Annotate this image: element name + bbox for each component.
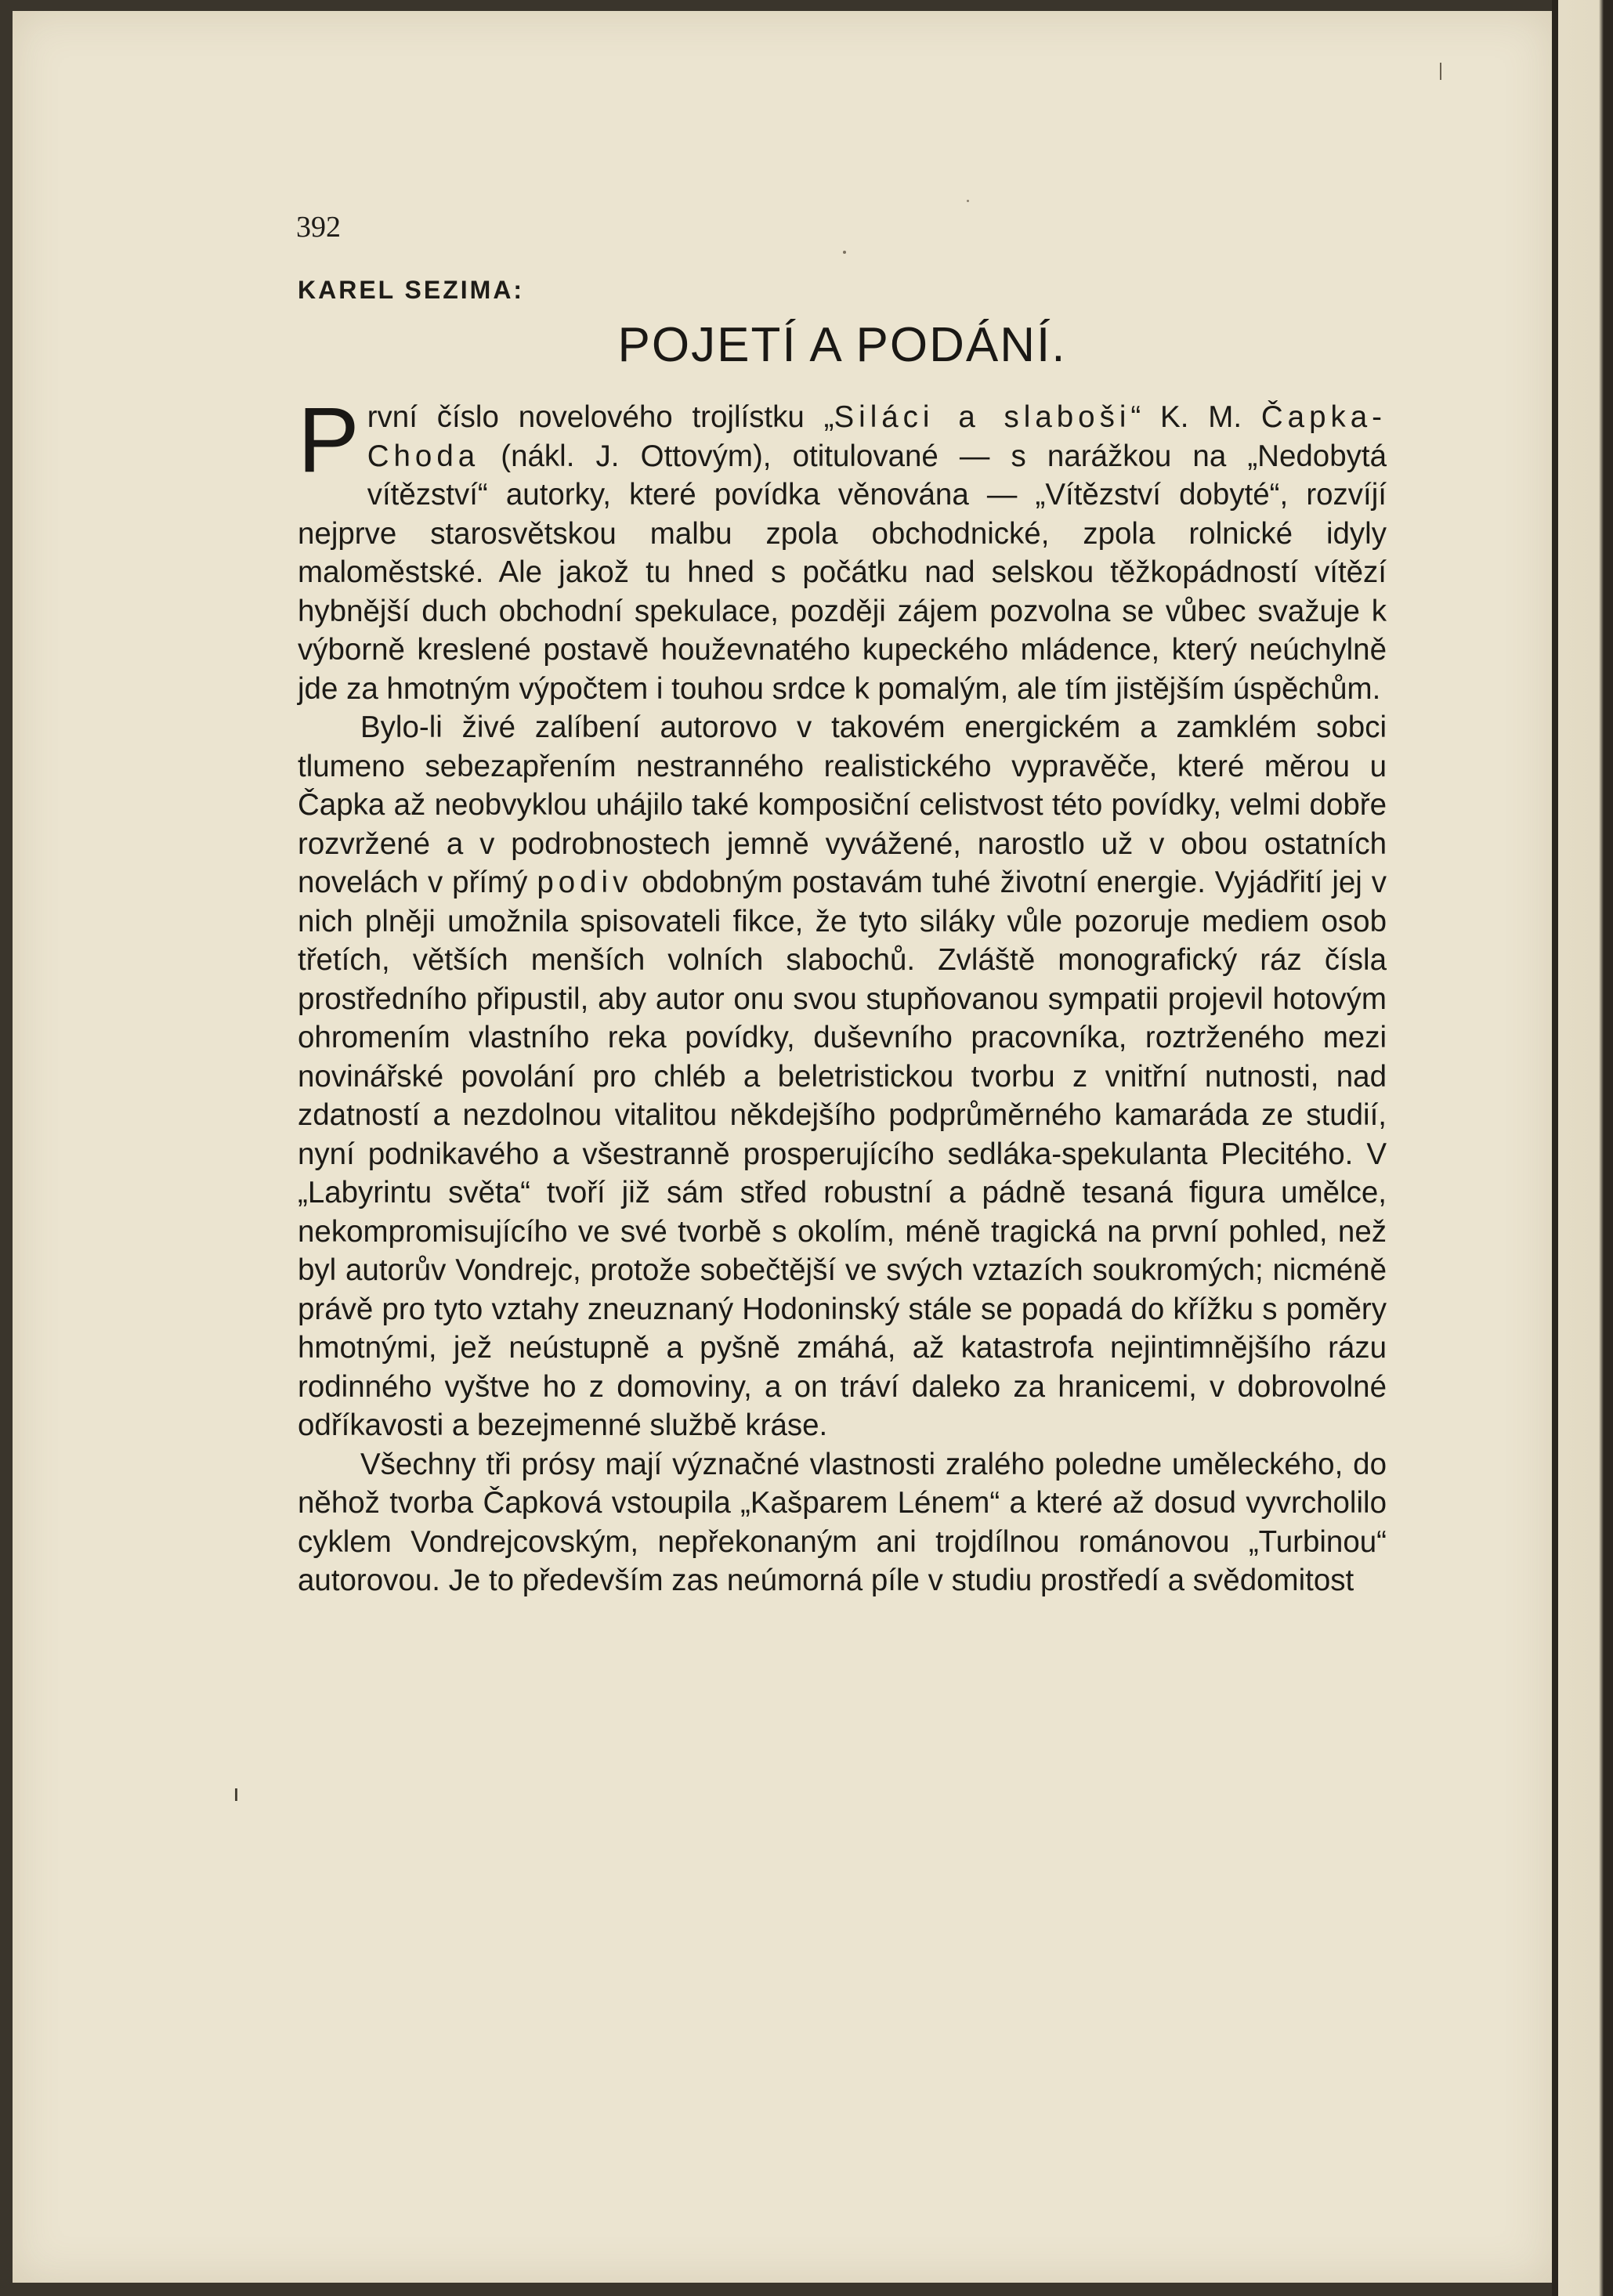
- drop-cap: P: [298, 389, 360, 492]
- p1-lead: rvní číslo novelového trojlístku „: [367, 400, 834, 434]
- margin-mark: [235, 1788, 237, 1801]
- p2-part-a: Bylo-li živé zalíbení autorovo v takovém energickém a zamklém sobci tlumeno sebezapřením nestranného realistického vypravěče, které měrou u Čapka až neobvyklou uhájilo také komposiční celistvost této povídky, velmi dobře rozvržené a v podrobnostech jemně vyvážené, narostlo už v obou ostatních novelách v přímý: [298, 710, 1387, 899]
- p1-rest: (nákl. J. Ottovým), otitulované — s narážkou na „Nedobytá vítězství“ autorky, které povídka věnována — „Vítězství dobyté“, rozvíjí nejprve starosvětskou malbu zpola obchodnické, zpola rolnické idyly maloměstské. Ale jakož tu hned s počátku nad selskou těžkopádností vítězí hybnější duch obchodní spekulace, později zájem pozvolna se vůbec svažuje k výborně kreslené postavě houževnatého kupeckého mládence, který neúchylně jde za hmotným výpočtem i touhou srdce k pomalým, ale tím jistějším úspěchům.: [298, 439, 1387, 706]
- article-body: [298, 389, 1387, 1600]
- emphasis-spaced: podiv: [537, 866, 633, 899]
- page-number: 392: [296, 211, 341, 244]
- paper-speck: [967, 200, 969, 202]
- p1-mid: “ K. M.: [1130, 400, 1261, 434]
- paragraph-1: [298, 389, 1387, 708]
- paragraph-3: Všechny tři prósy mají význačné vlastnosti zralého poledne uměleckého, do něhož tvorba Čapková vstoupila „Kašparem Lénem“ a které až dosud vyvrcholilo cyklem Vondrejcovským, nepřekonaným ani trojdílnou románovou „Turbinou“ autorovou. Je to především zas neúmorná píle v studiu prostředí a svědomitost: [298, 1447, 1387, 1597]
- adjacent-page-edge: [1552, 0, 1613, 2296]
- paper-speck: [843, 251, 846, 254]
- article-title: POJETÍ A PODÁNÍ.: [617, 318, 1067, 372]
- author-name-spaced: Čapka-Choda: [367, 400, 1387, 473]
- paragraph-2: [298, 708, 1387, 1445]
- p2-part-b: obdobným postavám tuhé životní energie. Vyjádřití jej v nich plněji umožnila spisovateli fikce, že tyto siláky vůle pozoruje mediem osob třetích, větších menších volních slabochů. Zvláště monografický ráz čísla prostředního připustil, aby autor onu svou stupňovanou sympatii projevil hotovým ohromením vlastního reka povídky, duševního pracovníka, roztrženého mezi novinářské povolání pro chléb a beletristickou tvorbu z vnitřní nutnosti, nad zdatností a nezdolnou vitalitou někdejšího podprůměrného kamaráda ze studií, nyní podnikavého a všestranně prosperujícího sedláka-spekulanta Plecitého. V „Labyrintu světa“ tvoří již sám střed robustní a pádně tesaná figura umělce, nekompromisujícího ve své tvorbě s okolím, méně tragická na první pohled, než byl autorův Vondrejc, protože sobečtější ve svých vztazích soukromých; nicméně právě pro tyto vztahy zneuznaný Hodoninský stále se popadá do křížku s poměry hmotnými, jež neústupně a pyšně zmáhá, až katastrofa nejintimnějšího rázu rodinného vyštve ho z domoviny, a on tráví daleko za hranicemi, v dobrovolné odříkavosti a bezejmenné službě kráse.: [298, 866, 1387, 1442]
- page-edge-mark: [1440, 63, 1441, 80]
- book-title-spaced: Siláci a slaboši: [834, 400, 1131, 434]
- author-name: KAREL SEZIMA:: [298, 276, 525, 304]
